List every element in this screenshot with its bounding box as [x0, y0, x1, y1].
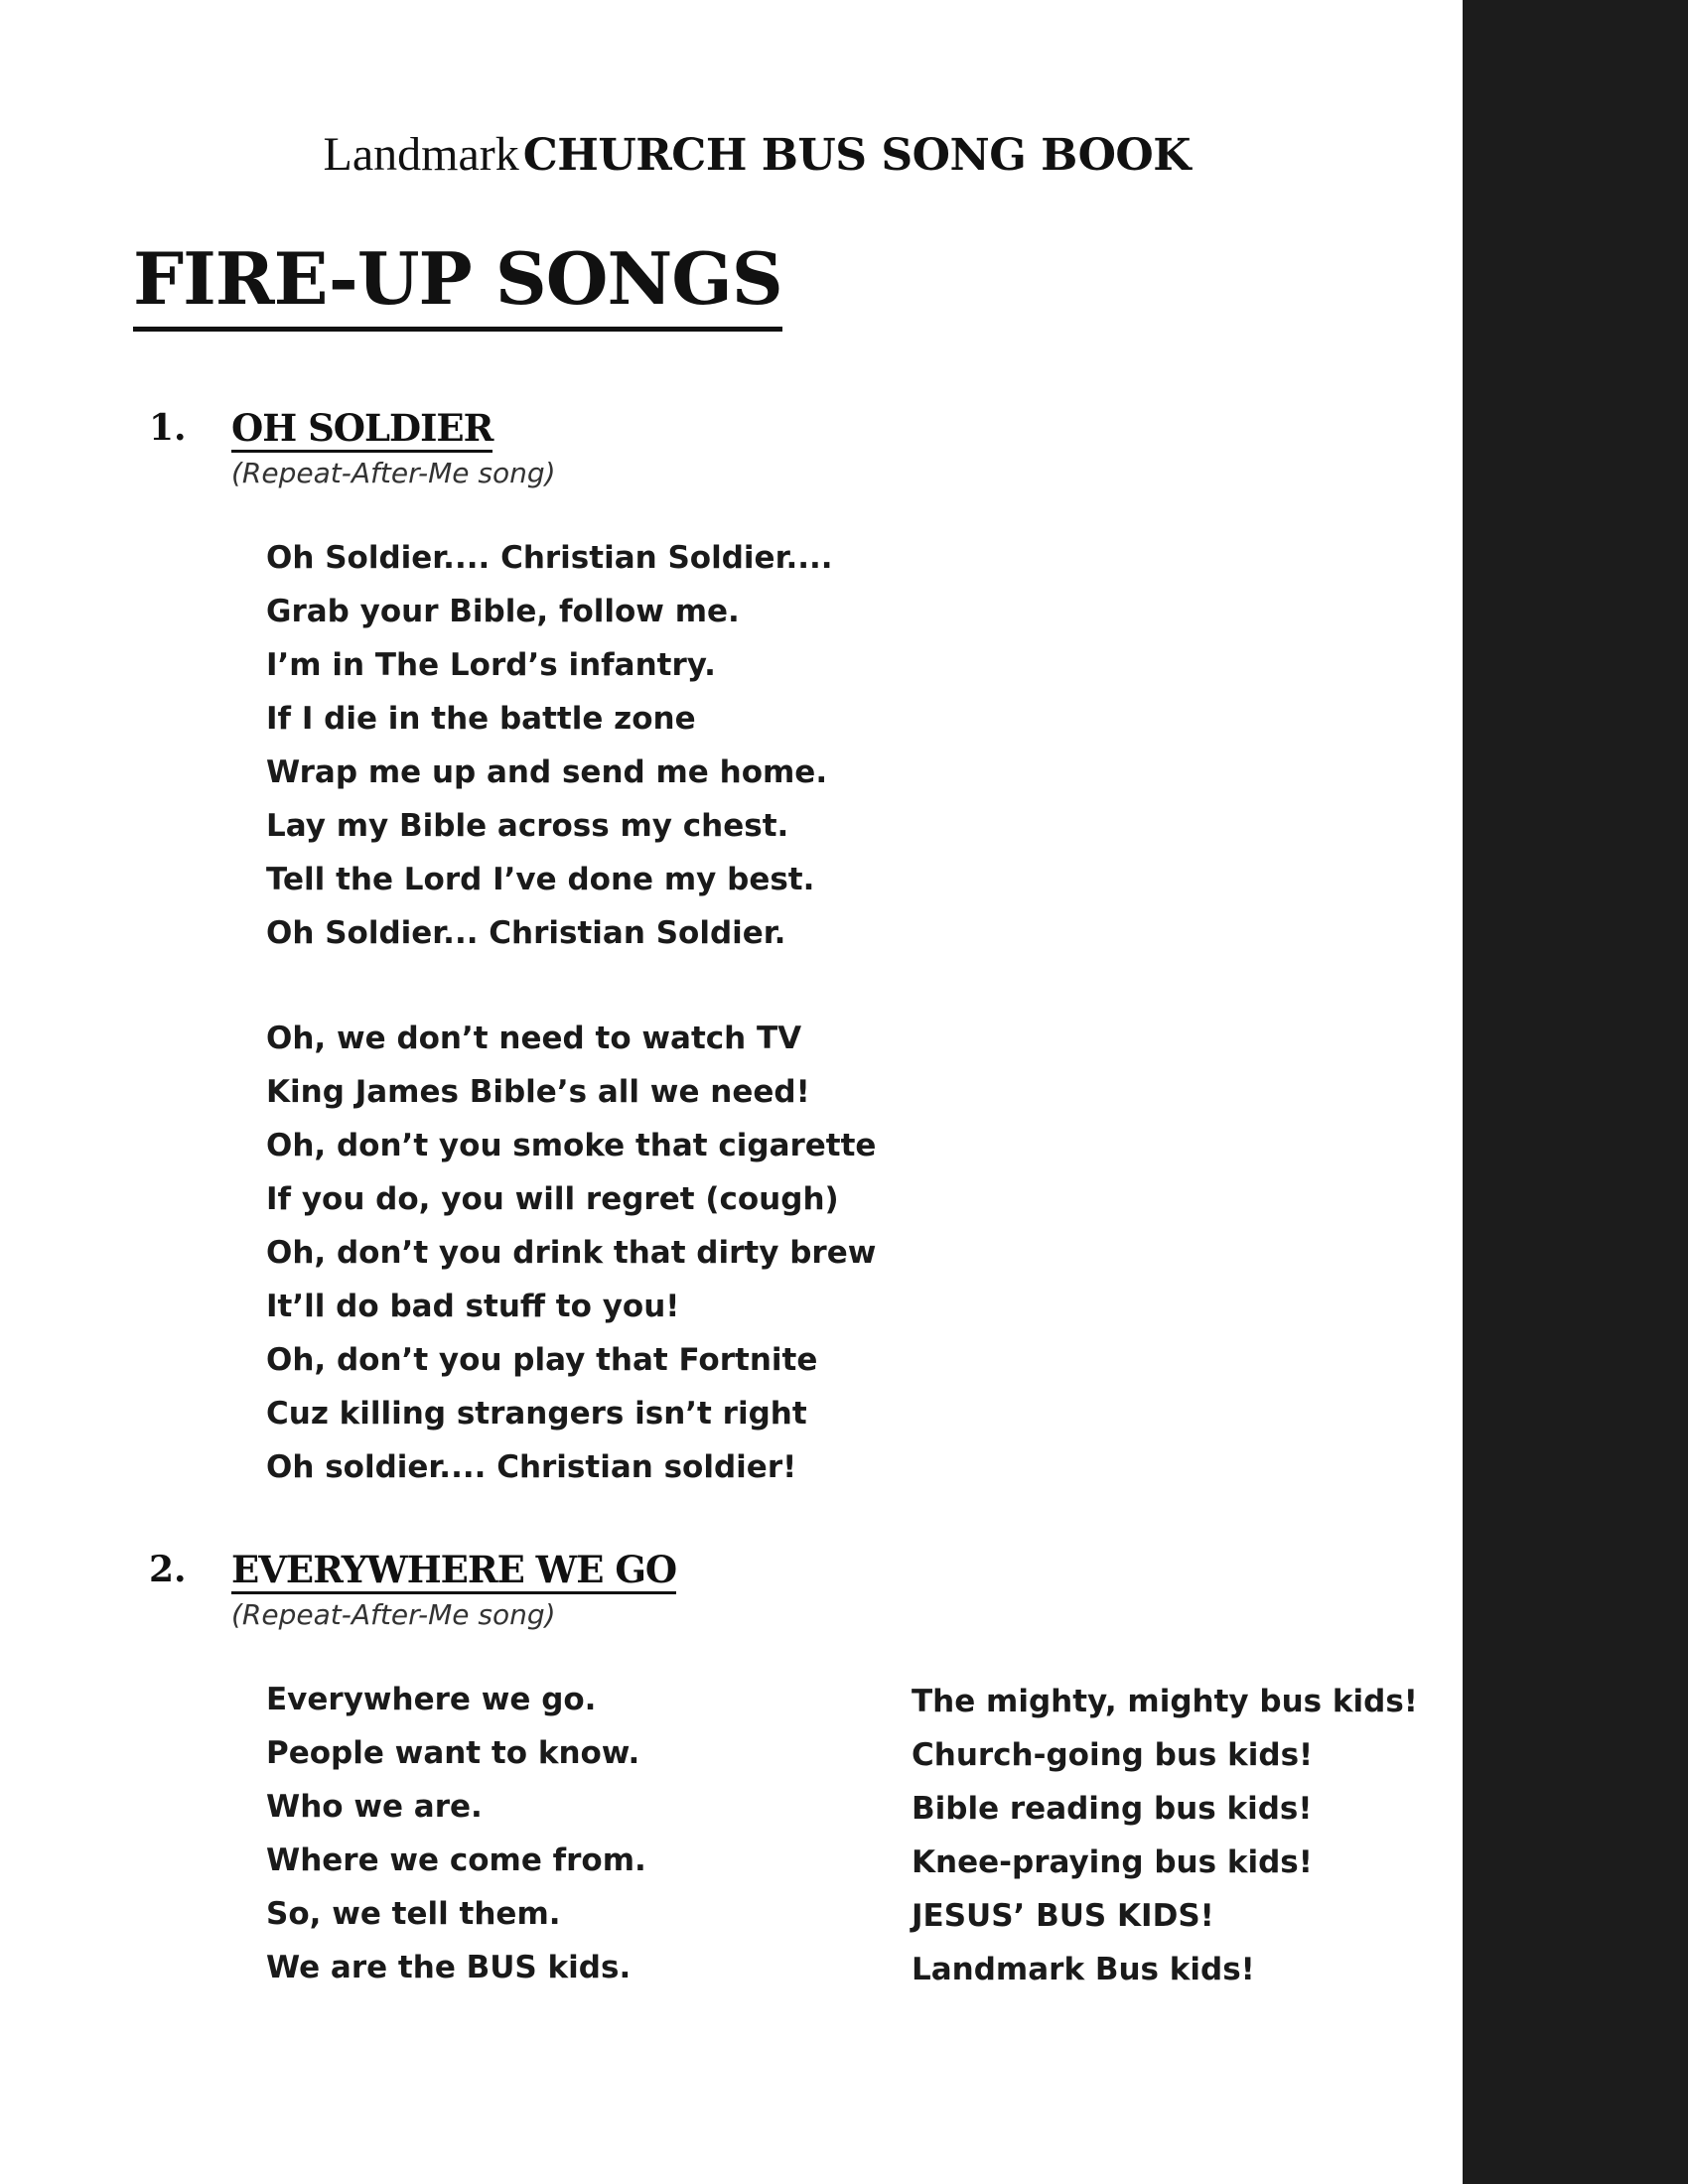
book-brand: Landmark: [323, 128, 519, 181]
song-1-verse-1: [266, 531, 833, 960]
song-number: 1.: [149, 407, 187, 449]
lyric-line: The mighty, mighty bus kids!: [912, 1684, 1418, 1719]
lyric-line: If you do, you will regret (cough): [266, 1181, 839, 1217]
song-subtitle: (Repeat-After-Me song): [231, 1598, 556, 1631]
lyric-line: If I die in the battle zone: [266, 701, 696, 737]
lyric-line: Oh, don’t you play that Fortnite: [266, 1342, 818, 1378]
lyric-line: JESUS’ BUS KIDS!: [912, 1898, 1214, 1934]
lyric-line: Bible reading bus kids!: [912, 1791, 1313, 1827]
lyric-line: Oh, don’t you smoke that cigarette: [266, 1128, 877, 1163]
lyric-line: Grab your Bible, follow me.: [266, 594, 740, 629]
book-title: CHURCH BUS SONG BOOK: [522, 130, 1191, 181]
lyric-line: Oh, don’t you drink that dirty brew: [266, 1235, 877, 1271]
lyric-line: People want to know.: [266, 1735, 640, 1771]
lyric-line: Cuz killing strangers isn’t right: [266, 1396, 807, 1432]
lyric-line: I’m in The Lord’s infantry.: [266, 647, 716, 683]
song-2-column-1: [266, 1673, 646, 1994]
lyric-line: Landmark Bus kids!: [912, 1952, 1255, 1987]
book-header: [323, 128, 1191, 181]
song-subtitle: (Repeat-After-Me song): [231, 457, 556, 489]
song-title: EVERYWHERE WE GO: [231, 1552, 676, 1594]
section-title: FIRE-UP SONGS: [133, 243, 782, 332]
lyric-line: Who we are.: [266, 1789, 483, 1825]
lyric-line: Oh soldier.... Christian soldier!: [266, 1449, 797, 1485]
lyric-line: Oh, we don’t need to watch TV: [266, 1021, 802, 1056]
lyric-line: So, we tell them.: [266, 1896, 561, 1932]
page-edge-bar: [1463, 0, 1688, 2184]
lyric-line: Oh Soldier.... Christian Soldier....: [266, 540, 833, 576]
lyric-line: We are the BUS kids.: [266, 1950, 632, 1985]
song-title: OH SOLDIER: [231, 410, 492, 453]
lyric-line: Lay my Bible across my chest.: [266, 808, 789, 844]
lyric-line: Wrap me up and send me home.: [266, 754, 828, 790]
lyric-line: Oh Soldier... Christian Soldier.: [266, 915, 786, 951]
song-2-column-2: [912, 1675, 1418, 1996]
lyric-line: Where we come from.: [266, 1843, 646, 1878]
lyric-line: Church-going bus kids!: [912, 1737, 1314, 1773]
lyric-line: Tell the Lord I’ve done my best.: [266, 862, 815, 897]
lyric-line: Knee-praying bus kids!: [912, 1844, 1313, 1880]
lyric-line: King James Bible’s all we need!: [266, 1074, 810, 1110]
lyric-line: It’ll do bad stuff to you!: [266, 1289, 680, 1324]
lyric-line: Everywhere we go.: [266, 1682, 597, 1717]
song-1-verse-2: [266, 1012, 876, 1494]
song-number: 2.: [149, 1549, 187, 1590]
